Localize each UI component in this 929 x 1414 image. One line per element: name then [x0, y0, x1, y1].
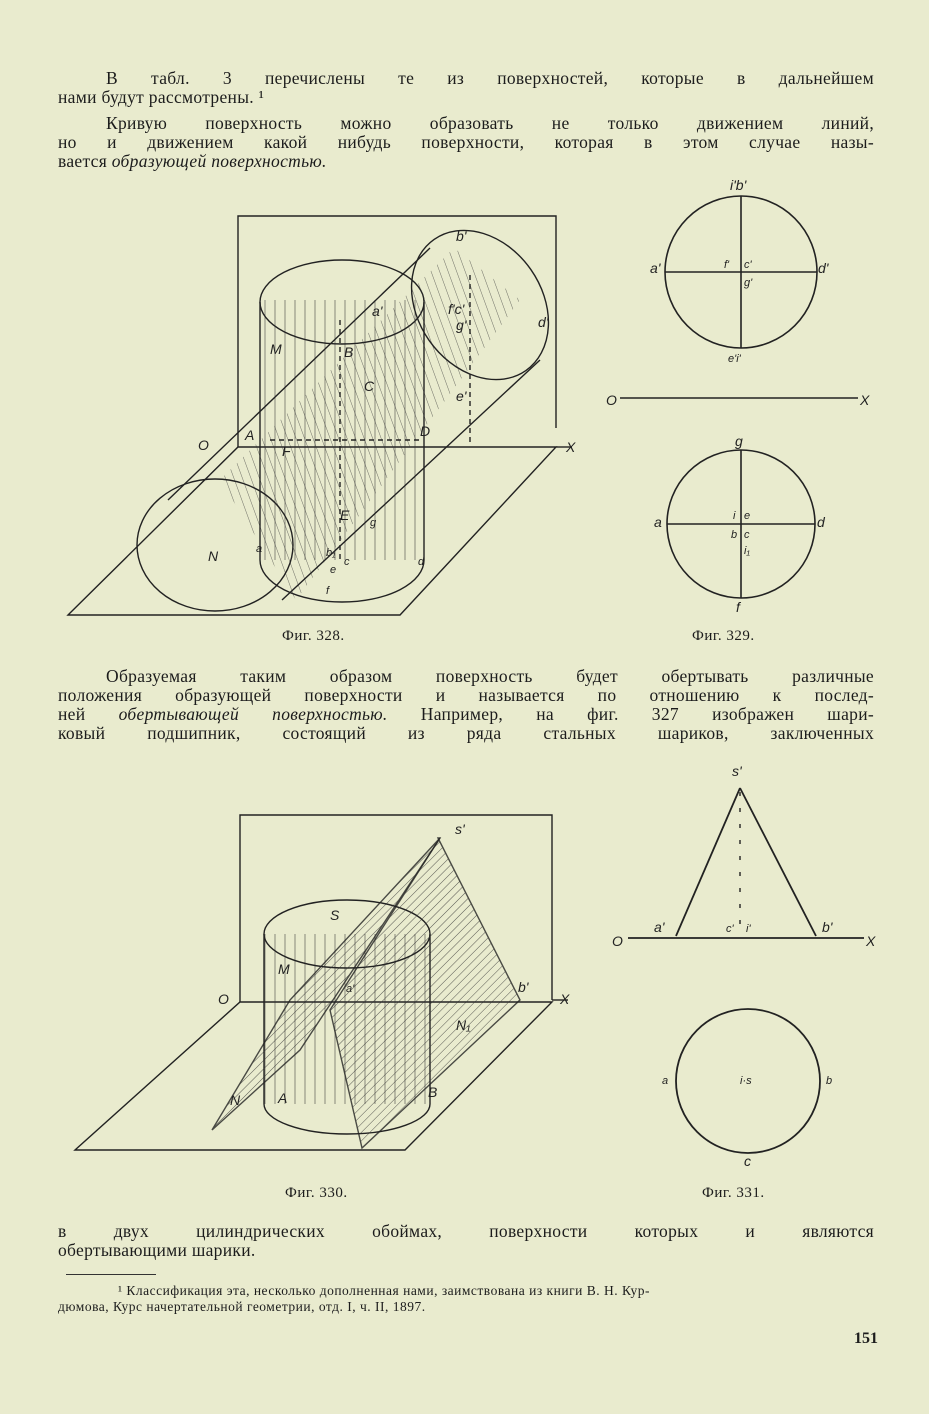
label: a' — [650, 260, 661, 276]
footnote-line: ¹ Классификация эта, несколько дополненная нами, заимствована из книги В. Н. Кур- — [118, 1283, 650, 1298]
caption-fig-331: Фиг. 331. — [702, 1185, 765, 1201]
label: S — [330, 907, 340, 923]
label: b' — [456, 228, 467, 244]
label: c' — [726, 923, 734, 935]
label: O — [198, 437, 209, 453]
label: O — [218, 991, 229, 1007]
label: i' — [746, 923, 751, 935]
italic-term: обертывающей поверхностью. — [118, 704, 388, 724]
label: a' — [372, 303, 383, 319]
label: s' — [455, 821, 465, 837]
label: A — [278, 1090, 288, 1106]
figure-330 — [75, 815, 568, 1150]
label: X — [560, 991, 570, 1007]
label: O — [606, 392, 617, 408]
label: e' — [456, 388, 467, 404]
label: c — [744, 529, 750, 541]
label: d — [817, 514, 825, 530]
figure-329 — [620, 196, 858, 598]
label: a — [256, 543, 263, 555]
label: f — [326, 585, 330, 597]
figure-329-labels — [606, 177, 870, 615]
figure-331-labels — [612, 763, 876, 1169]
text-line: В табл. 3 перечислены те из поверхностей, которые в дальнейшем — [106, 68, 874, 88]
page-number: 151 — [854, 1330, 878, 1347]
label: N — [230, 1092, 241, 1108]
label: b — [826, 1075, 833, 1087]
cone-generator — [740, 788, 816, 936]
label: F — [282, 443, 291, 459]
label: D — [420, 423, 431, 439]
label: a' — [654, 919, 665, 935]
label: d' — [818, 260, 829, 276]
label: e — [744, 510, 751, 522]
text-line: Образуемая таким образом поверхность будет обертывать различные — [106, 666, 874, 686]
label: O — [612, 933, 623, 949]
label: N — [208, 548, 219, 564]
text-line: в двух цилиндрических обоймах, поверхности которых и являются — [58, 1221, 874, 1241]
label: B — [344, 344, 354, 360]
label: e — [330, 564, 337, 576]
label: g' — [456, 317, 467, 333]
text-line: положения образующей поверхности и называется по отношению к послед- — [58, 685, 874, 705]
label: d' — [538, 314, 549, 330]
label: e'i' — [728, 353, 741, 365]
label: i₁ — [744, 545, 750, 557]
text-fragment: Например, на фиг. 327 изображен шари- — [420, 704, 874, 724]
text-line: ковый подшипник, состоящий из ряда стальных шариков, заключенных — [58, 723, 874, 743]
label: s' — [732, 763, 742, 779]
label: X — [566, 439, 576, 455]
label: f' — [724, 259, 730, 271]
label: i·s — [740, 1075, 752, 1087]
label: b — [731, 529, 738, 541]
label: N₁ — [456, 1017, 471, 1033]
label: C — [364, 378, 375, 394]
label: c — [344, 556, 350, 568]
label: f'c' — [448, 301, 465, 317]
text-line: но и движением какой нибудь поверхности, которая в этом случае назы- — [58, 132, 874, 152]
label: M — [270, 341, 282, 357]
label: M — [278, 961, 290, 977]
label: A — [245, 427, 255, 443]
text-line: обертывающими шарики. — [58, 1240, 256, 1260]
figure-331 — [628, 788, 864, 1153]
label: B — [428, 1084, 438, 1100]
label: X — [866, 933, 876, 949]
label: E — [340, 507, 350, 523]
label: g — [370, 517, 377, 529]
italic-term: образующей поверхностью. — [111, 151, 327, 171]
label: b' — [822, 919, 833, 935]
label: b₁ — [326, 547, 336, 559]
label: i'b' — [730, 177, 747, 193]
label: X — [860, 392, 870, 408]
label: a' — [346, 983, 355, 995]
label: i — [733, 510, 736, 522]
label: a — [662, 1075, 669, 1087]
figure-328 — [68, 204, 577, 615]
caption-fig-328: Фиг. 328. — [282, 628, 345, 644]
label: f — [736, 599, 740, 615]
label: c' — [744, 259, 752, 271]
caption-fig-330: Фиг. 330. — [285, 1185, 348, 1201]
text-fragment: вается — [58, 151, 108, 171]
caption-fig-329: Фиг. 329. — [692, 628, 755, 644]
footnote-line: дюмова, Курс начертательной геометрии, отд. I, ч. II, 1897. — [58, 1299, 426, 1314]
text-fragment: ней — [58, 704, 86, 724]
label: d — [418, 556, 425, 568]
label: c — [744, 1153, 751, 1169]
label: g — [735, 433, 743, 449]
label: a — [654, 514, 662, 530]
text-line: Кривую поверхность можно образовать не только движением линий, — [106, 113, 874, 133]
text-line: нами будут рассмотрены. ¹ — [58, 87, 265, 107]
label: g' — [744, 277, 753, 289]
cone-generator — [676, 788, 740, 936]
label: b' — [518, 979, 529, 995]
